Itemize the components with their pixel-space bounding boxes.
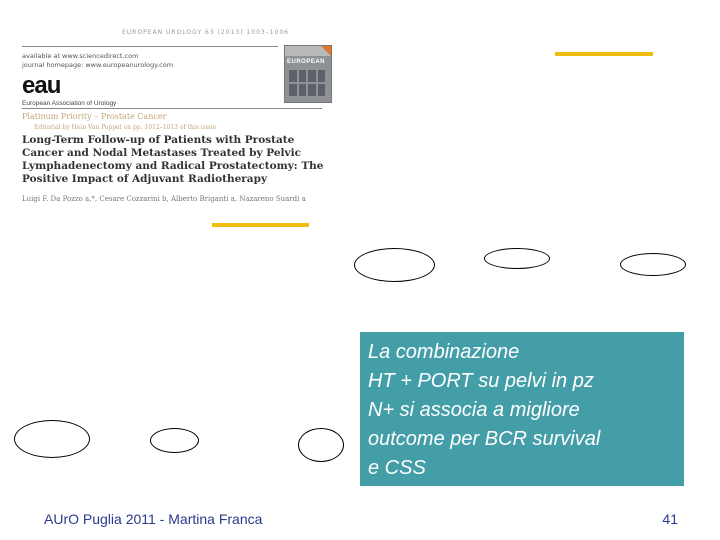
ellipse-shape <box>14 420 90 458</box>
ellipse-shape <box>150 428 199 453</box>
article-header-image <box>22 20 340 205</box>
divider <box>22 46 278 47</box>
ellipse-shape <box>620 253 686 276</box>
journal-cover-thumbnail <box>284 45 332 103</box>
available-at-text: available at www.sciencedirect.com <box>22 52 139 60</box>
conclusion-callout <box>360 332 684 486</box>
cover-corner <box>321 46 331 56</box>
eau-logo-name: European Association of Urology <box>22 100 117 107</box>
cover-title: EUROPEAN <box>287 59 326 65</box>
ellipse-shape <box>298 428 344 462</box>
accent-bar <box>555 52 653 56</box>
slide-number: 41 <box>662 511 678 527</box>
accent-bar <box>212 223 309 227</box>
journal-homepage-text: journal homepage: www.europeanurology.com <box>22 61 174 69</box>
ellipse-shape <box>484 248 550 269</box>
article-title: Long-Term Follow-up of Patients with Prostate Cancer and Nodal Metastases Treated by Pelvic Lymphadenectomy and Radical Prostatectomy: The Positive Impact of Adjuvant Radiotherapy <box>22 134 324 185</box>
footer-event-label: AUrO Puglia 2011 - Martina Franca <box>44 511 263 527</box>
ellipse-shape <box>354 248 435 282</box>
editorial-note: Editorial by Hein Van Poppel on pp. 1012–1013 of this issue <box>34 124 217 131</box>
divider <box>22 108 322 109</box>
eau-logo: eau <box>22 72 61 99</box>
cover-image-grid <box>289 70 325 96</box>
callout-text: La combinazione HT + PORT su pelvi in pz N+ si associa a migliore outcome per BCR survival e CSS <box>368 341 601 479</box>
journal-reference: EUROPEAN UROLOGY 63 (2013) 1003–1006 <box>122 29 289 36</box>
article-authors: Luigi F. Da Pozzo a,*, Cesare Cozzarini b, Alberto Briganti a, Nazareno Suardi a <box>22 195 306 203</box>
article-category: Platinum Priority – Prostate Cancer <box>22 112 167 121</box>
